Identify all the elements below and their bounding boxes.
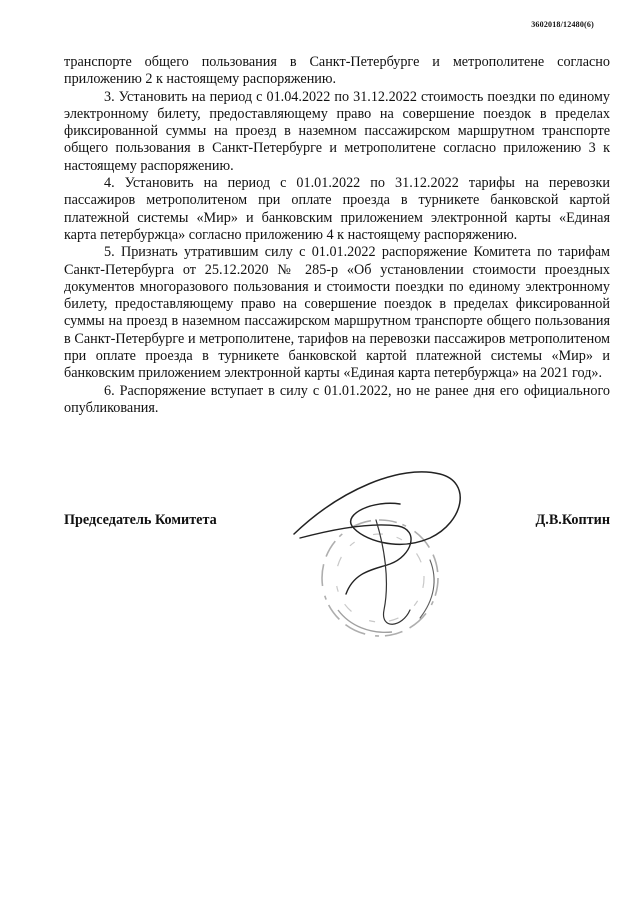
item-3-paragraph: 3. Установить на период с 01.04.2022 по 31.12.2022 стоимость поездки по единому электронному билету, предоставляющему право на совершение поездок в пределах фиксированной суммы на проезд в наземном пассажирском маршрутном транспорте общего пользования в Санкт-Петербурге и метрополитене согласно приложению 3 к настоящему распоряжению. — [64, 88, 610, 174]
document-number: 3602018/12480(6) — [531, 20, 594, 29]
signatory-name: Д.В.Коптин — [535, 512, 610, 528]
item-5-paragraph: 5. Признать утратившим силу с 01.01.2022 распоряжение Комитета по тарифам Санкт-Петербурга от 25.12.2020 № 285-р «Об установлении стоимости проездных документов многоразового пользования и стоимости поездки по единому электронному билету, предоставляющему право на совершение поездок в пределах фиксированной суммы на проезд в наземном пассажирском маршрутном транспорте общего пользования в Санкт-Петербурге и метрополитене, тарифов на перевозки пассажиров метрополитеном при оплате проезда в турникете банковской картой платежной системы «Мир» и банковским приложением электронной карты «Единая карта петербуржца» на 2021 год». — [64, 244, 610, 382]
item-6-paragraph: 6. Распоряжение вступает в силу с 01.01.2022, но не ранее дня его официального опубликования. — [64, 382, 610, 416]
item-4-paragraph: 4. Установить на период с 01.01.2022 по 31.12.2022 тарифы на перевозки пассажиров метрополитеном при оплате проезда в турникете банковской картой платежной системы «Мир» и банковским приложением электронной карты «Единая карта петербуржца» согласно приложению 4 к настоящему распоряжению. — [64, 175, 610, 243]
continuation-paragraph: транспорте общего пользования в Санкт-Петербурге и метрополитене согласно приложению 2 к настоящему распоряжению. — [64, 54, 610, 88]
signatory-position: Председатель Комитета — [64, 512, 217, 528]
document-body — [64, 54, 610, 417]
signature-stamp-drawing — [280, 460, 480, 660]
